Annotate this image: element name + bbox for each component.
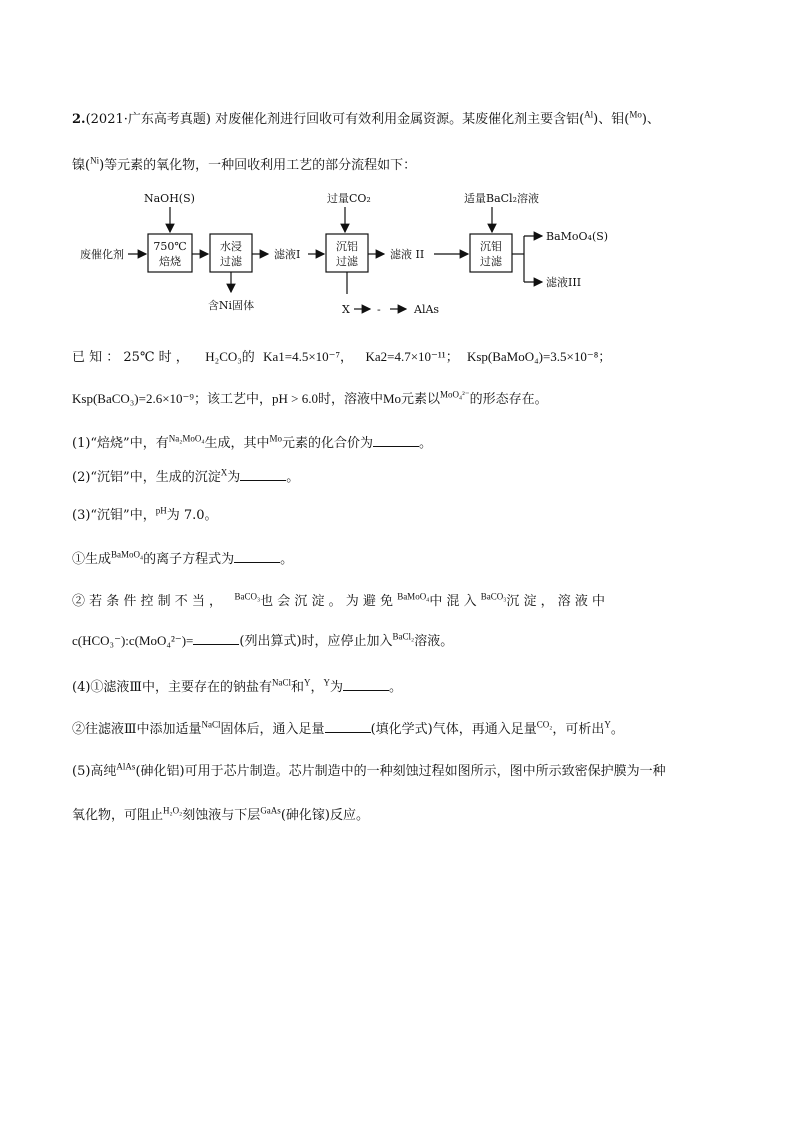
subquestion-1 [72, 432, 432, 451]
formula-nacl: NaCl [201, 719, 221, 730]
subquestion-3-1 [72, 548, 293, 567]
subquestion-4-1 [72, 676, 402, 695]
q-text: (列出算式)时，应停止加入 [239, 634, 393, 649]
question-text: )、钼( [593, 112, 630, 127]
q-text: ② 若 条 件 控 制 不 当 ， [72, 594, 223, 609]
formula-gaas: GaAs [260, 805, 281, 816]
known-text: 元素以 [401, 392, 441, 407]
q-text: 。 [419, 436, 433, 451]
formula-moo4: MoO₄²⁻ [440, 389, 470, 400]
formula-na2moo4: Na₂MoO₄ [168, 433, 205, 444]
box-al-a: 沉铝 [336, 240, 358, 253]
subquestion-3-2-line-1 [72, 590, 605, 609]
ni-solid-label: 含Ni固体 [207, 299, 255, 312]
filtrate-3: 滤液III [546, 276, 582, 289]
q-text: 为 [227, 470, 241, 485]
q-text: (4)①滤液Ⅲ中，主要存在的钠盐有 [72, 680, 272, 695]
question-text: )等元素的氧化物，一种回收利用工艺的部分流程如下： [99, 158, 417, 173]
known-text: 的 [241, 350, 255, 365]
formula-bamoo4: BaMoO₄ [111, 549, 144, 560]
q-text: ， [310, 680, 324, 695]
q-text: 和 [290, 680, 304, 695]
formula-x: X [220, 467, 228, 478]
q-text: (1)“焙烧”中，有 [72, 436, 169, 451]
formula-co2: CO₂ [536, 719, 553, 730]
q-text: 固体后，通入足量 [220, 722, 325, 737]
question-source: (2021·广东高考真题) [85, 112, 211, 127]
formula-h2o2: H₂O₂ [163, 805, 183, 816]
box-mo-a: 沉钼 [480, 240, 502, 253]
formula-ratio: c(HCO₃⁻):c(MoO₄²⁻)= [72, 633, 194, 648]
formula-y: Y [604, 719, 611, 730]
box-roast-label: 焙烧 [159, 255, 181, 268]
formula-ka2: Ka2=4.7×10⁻¹¹ [365, 349, 446, 364]
q-text: 的离子方程式为 [143, 552, 235, 567]
formula-ph: pH [155, 505, 167, 516]
subquestion-3-2-line-2 [72, 630, 453, 649]
reagent-co2: 过量CO₂ [327, 192, 371, 205]
box-roast-temp: 750℃ [153, 240, 187, 253]
q-text: 中 混 入 [429, 594, 477, 609]
formula-mo: Mo [269, 433, 283, 444]
q-text: 刻蚀液与下层 [182, 808, 261, 823]
question-line-2 [72, 154, 416, 173]
product-alas: AlAs [414, 303, 440, 316]
process-flow-diagram [72, 188, 632, 323]
known-line-2 [72, 388, 548, 407]
formula-mo: Mo [382, 391, 402, 406]
q-text: 氧化物，可阻止 [72, 808, 164, 823]
formula-bamoo4: BaMoO₄ [397, 591, 430, 602]
formula-ksp-bamoo4: Ksp(BaMoO₄)=3.5×10⁻⁸ [466, 349, 599, 364]
q-text: 溶液。 [414, 634, 454, 649]
filtrate-1: 滤液I [274, 248, 301, 261]
q-text: (砷化铝)可用于芯片制造。芯片制造中的一种刻蚀过程如图所示，图中所示致密保护膜为一种 [135, 764, 666, 779]
q-text: (砷化镓)反应。 [280, 808, 369, 823]
box-mo-b: 过滤 [480, 255, 502, 268]
filtrate-2: 滤液 II [390, 248, 425, 261]
known-text: 的形态存在。 [469, 392, 548, 407]
q-text: 生成，其中 [204, 436, 270, 451]
question-text: 镍( [72, 158, 91, 173]
dash-symbol: - [377, 303, 381, 316]
q-text: 。 [280, 552, 294, 567]
box-leach-a: 水浸 [220, 240, 242, 253]
formula-ksp-baco3: Ksp(BaCO₃)=2.6×10⁻⁹ [72, 391, 194, 406]
formula-bacl2: BaCl₂ [392, 631, 415, 642]
question-number: 2. [72, 112, 86, 127]
formula-mo: Mo [629, 109, 642, 120]
q-text: 元素的化合价为 [282, 436, 374, 451]
feed-label: 废催化剂 [80, 248, 124, 261]
reagent-naoh: NaOH(S) [144, 192, 195, 205]
question-line-1 [72, 108, 660, 127]
formula-al: Al [584, 109, 594, 120]
answer-blank-2[interactable] [240, 468, 286, 481]
product-bamoo4: BaMoO₄(S) [546, 230, 609, 243]
q-text: 。 [610, 722, 624, 737]
question-text: )、 [641, 112, 660, 127]
known-text: 已 知 ： 25℃ 时 ， [72, 350, 189, 365]
q-text: 。 [389, 680, 403, 695]
answer-blank-4-2[interactable] [325, 720, 371, 733]
q-text: ，可析出 [552, 722, 605, 737]
q-text: 为 [329, 680, 343, 695]
formula-alas: AlAs [116, 761, 136, 772]
formula-h2co3: H₂CO₃ [205, 349, 242, 364]
answer-blank-3-2[interactable] [193, 632, 239, 645]
q-text: (填化学式)气体，再通入足量 [370, 722, 537, 737]
q-text: ①生成 [72, 552, 112, 567]
q-text: 也 会 沉 淀 。 为 避 免 [260, 594, 394, 609]
formula-baco3: BaCO₃ [480, 591, 507, 602]
question-text: 对废催化剂进行回收可有效利用金属资源。某废催化剂主要含铝( [210, 112, 585, 127]
reagent-bacl2: 适量BaCl₂溶液 [464, 192, 539, 205]
formula-ka1: Ka1=4.5×10⁻⁷ [263, 349, 341, 364]
product-x: X [342, 303, 350, 316]
subquestion-4-2 [72, 718, 624, 737]
answer-blank-3-1[interactable] [234, 550, 280, 563]
formula-y: Y [303, 677, 311, 688]
formula-ni: Ni [90, 155, 100, 166]
q-text: ②往滤液Ⅲ中添加适量 [72, 722, 202, 737]
q-text: 沉 淀 ， 溶 液 中 [506, 594, 606, 609]
known-line-1: 已 知 ： 25℃ 时 ， H₂CO₃的 Ka1=4.5×10⁻⁷， Ka2=4.7×10⁻¹¹； Ksp(BaMoO₄)=3.5×10⁻⁸； [72, 349, 612, 365]
q-text: (3)“沉钼”中， [72, 508, 156, 523]
answer-blank-1[interactable] [373, 434, 419, 447]
formula-ph: pH > 6.0 [271, 391, 318, 406]
q-text: 。 [286, 470, 300, 485]
box-al-b: 过滤 [336, 255, 358, 268]
q-text: (5)高纯 [72, 764, 117, 779]
formula-y: Y [323, 677, 330, 688]
q-text: (2)“沉铝”中，生成的沉淀 [72, 470, 221, 485]
box-leach-b: 过滤 [220, 255, 242, 268]
subquestion-5-line-1 [72, 760, 666, 779]
answer-blank-4-1[interactable] [343, 678, 389, 691]
formula-nacl: NaCl [271, 677, 291, 688]
subquestion-3 [72, 504, 218, 523]
subquestion-5-line-2 [72, 804, 369, 823]
known-text: ；该工艺中， [193, 392, 272, 407]
subquestion-2 [72, 466, 299, 485]
formula-baco3: BaCO₃ [234, 591, 261, 602]
known-text: 时，溶液中 [317, 392, 383, 407]
q-text: 为 7.0。 [166, 508, 218, 523]
